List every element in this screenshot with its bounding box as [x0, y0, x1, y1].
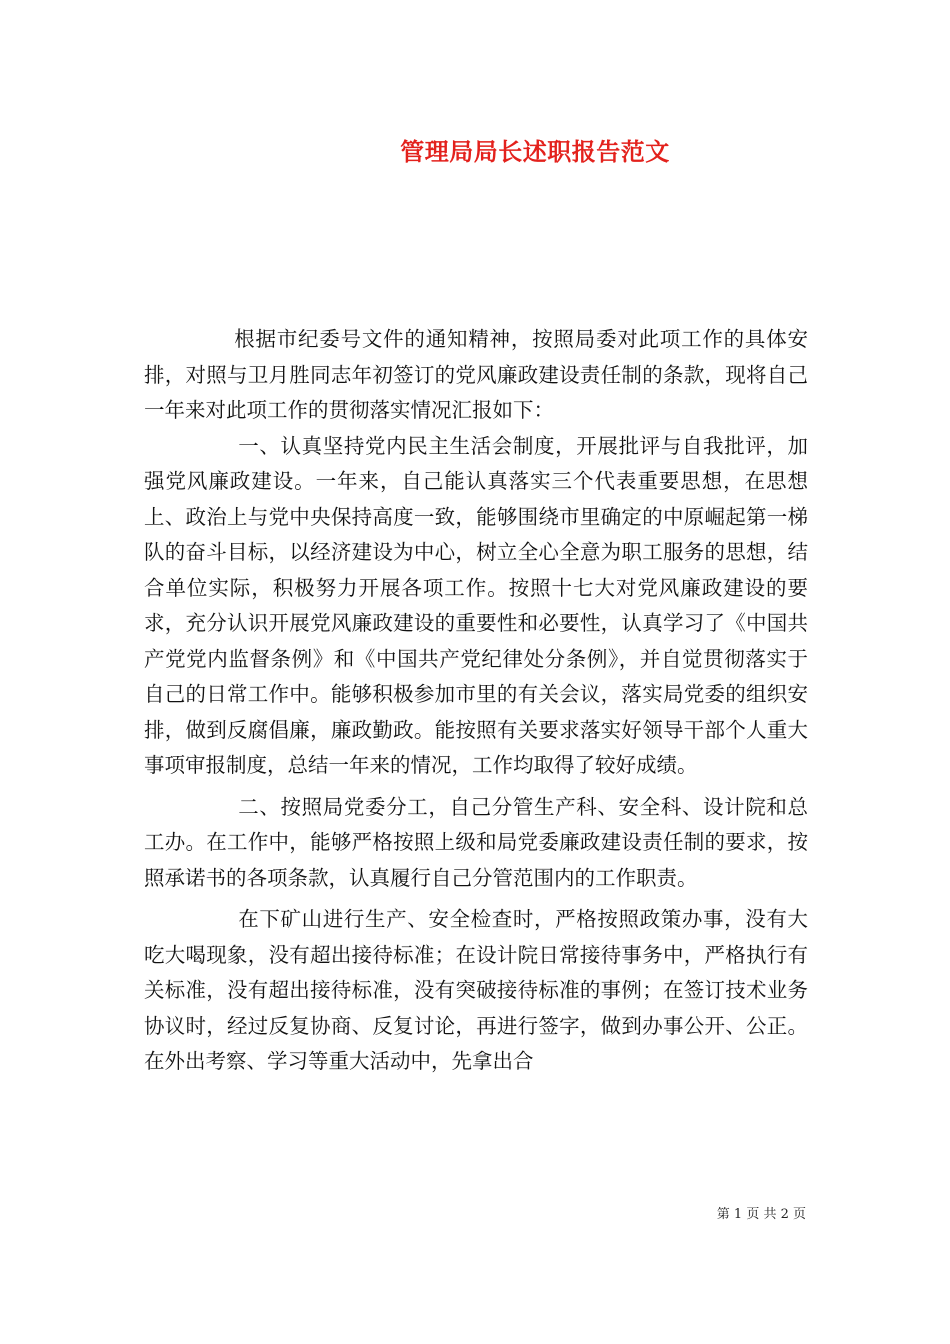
paragraph-section-one: 一、认真坚持党内民主生活会制度，开展批评与自我批评，加强党风廉政建设。一年来，自己能认真落实三个代表重要思想，在思想上、政治上与党中央保持高度一致，能够围绕市里确定的中原崛起第一梯队的奋斗目标，以经济建设为中心，树立全心全意为职工服务的思想，结合单位实际，积极努力开展各项工作。按照十七大对党风廉政建设的要求，充分认识开展党风廉政建设的重要性和必要性，认真学习了《中国共产党党内监督条例》和《中国共产党纪律处分条例》，并自觉贯彻落实于自己的日常工作中。能够积极参加市里的有关会议，落实局党委的组织安排，做到反腐倡廉，廉政勤政。能按照有关要求落实好领导干部个人重大事项审报制度，总结一年来的情况，工作均取得了较好成绩。 — [144, 433, 808, 777]
paragraph-section-two: 二、按照局党委分工，自己分管生产科、安全科、设计院和总工办。在工作中，能够严格按照上级和局党委廉政建设责任制的要求，按照承诺书的各项条款，认真履行自己分管范围内的工作职责。 — [144, 794, 808, 890]
document-title: 管理局局长述职报告范文 — [400, 137, 670, 166]
paragraph-intro: 根据市纪委号文件的通知精神，按照局委对此项工作的具体安排，对照与卫月胜同志年初签订的党风廉政建设责任制的条款，现将自己一年来对此项工作的贯彻落实情况汇报如下： — [144, 327, 808, 422]
page-number-footer: 第 1 页 共 2 页 — [716, 1207, 806, 1222]
paragraph-inspection: 在下矿山进行生产、安全检查时，严格按照政策办事，没有大吃大喝现象，没有超出接待标准；在设计院日常接待事务中，严格执行有关标准，没有超出接待标准，没有突破接待标准的事例；在签订技术业务协议时，经过反复协商、反复讨论，再进行签字，做到办事公开、公正。在外出考察、学习等重大活动中，先拿出合 — [144, 907, 808, 1073]
document-body — [144, 322, 808, 1080]
